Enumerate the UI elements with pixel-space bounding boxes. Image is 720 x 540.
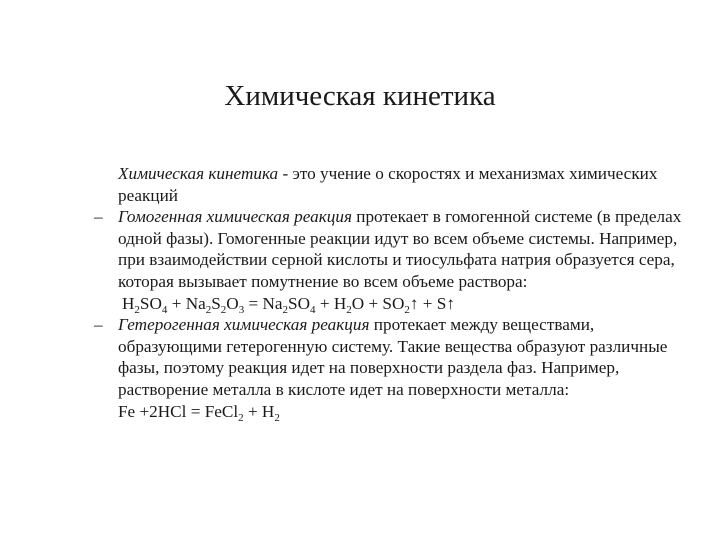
slide-title-text: Химическая кинетика [224, 80, 496, 112]
bullet-homogeneous [94, 206, 698, 292]
intro-text: - это учение о скоростях и механизмах химических реакций [118, 164, 658, 205]
bullet-dash: – [94, 315, 103, 335]
heterogeneous-text: протекает между веществами, образующими гетерогенную систему. Такие вещества образуют различные фазы, поэтому реакция идет на поверхности раздела фаз. Например, растворение металла в кислоте идет на поверхности металла: [118, 315, 668, 399]
slide-title [0, 78, 720, 114]
equation-iron-hcl: Fe +2HCl = FeCl$_2$ + $H_2$ [118, 401, 280, 424]
bullet-dash: – [94, 207, 103, 227]
intro-term: Химическая кинетика [118, 164, 279, 183]
intro-paragraph [118, 163, 698, 206]
heterogeneous-term: Гетерогенная химическая реакция [118, 315, 370, 335]
equation-thiosulfate: $H_2SO_4 + Na_2S_2O_3 = Na_2SO_4 + H_2O$ + $SO_2↑$ + S↑ [122, 293, 455, 316]
bullet-heterogeneous [94, 314, 698, 400]
homogeneous-term: Гомогенная химическая реакция [118, 207, 352, 227]
slide-body [94, 163, 698, 424]
homogeneous-text: протекает в гомогенной системе (в пределах одной фазы). Гомогенные реакции идут во всем объеме системы. Например, при взаимодействии серной кислоты и тиосульфата натрия образуется сера, которая вызывает помутнение во всем объеме раствора: [118, 207, 682, 291]
